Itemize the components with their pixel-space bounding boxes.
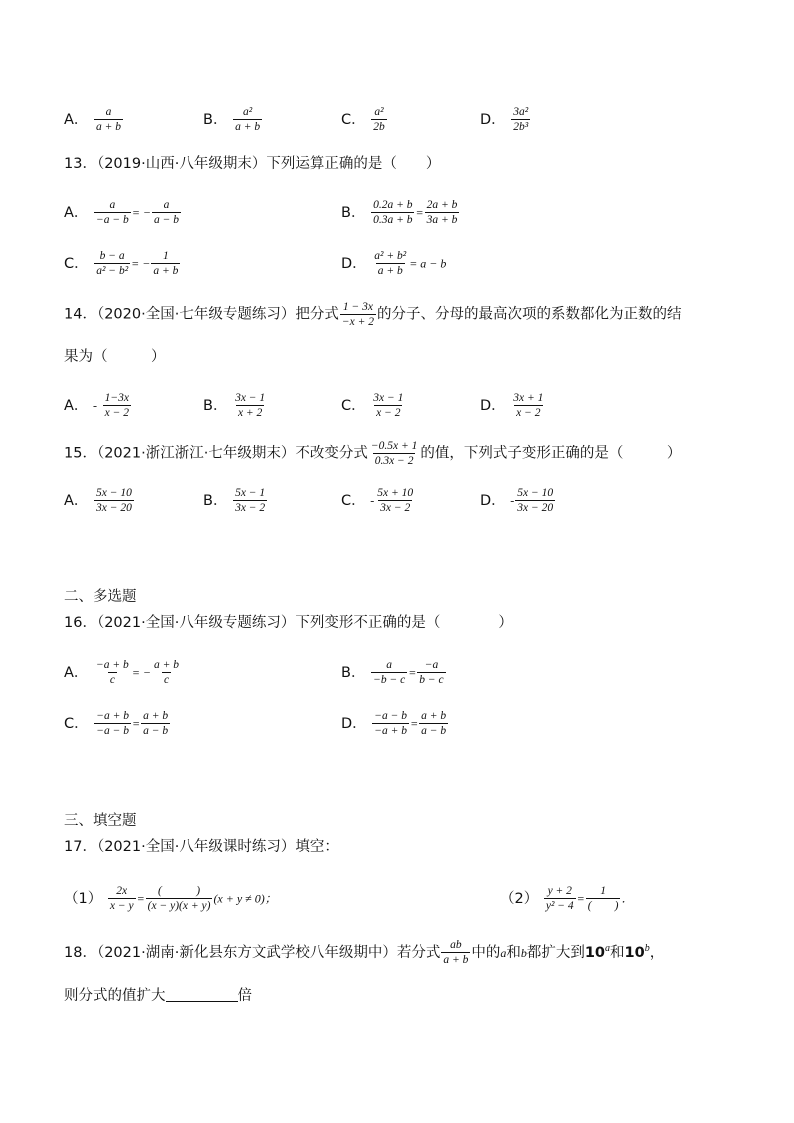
fraction — [515, 487, 555, 514]
q15-stem — [64, 440, 681, 467]
q14-option-d — [480, 392, 546, 419]
stem-text: 的分子、分母的最高次项的系数都化为正数的结 — [376, 306, 682, 323]
q16-option-d — [341, 710, 449, 737]
fraction — [340, 301, 376, 328]
operator: = — [136, 891, 145, 906]
option-label: C． — [341, 397, 366, 414]
fraction — [371, 659, 407, 686]
option-label: A． — [64, 204, 89, 221]
option-label: D． — [480, 492, 506, 509]
fraction-denominator: a − b — [421, 725, 447, 737]
q18-stem — [64, 939, 664, 966]
fraction-numerator: 5x − 1 — [235, 487, 266, 499]
q13-option-d — [341, 250, 446, 277]
fraction-numerator: a — [163, 199, 170, 211]
fraction-denominator: a + b — [443, 954, 469, 967]
fraction-numerator: 5x − 10 — [517, 487, 554, 499]
option-label: D． — [480, 397, 506, 414]
stem-text: 则分式的值扩大 — [64, 988, 166, 1004]
fraction — [233, 106, 262, 133]
q18-line2 — [64, 986, 252, 1006]
option-label: A． — [64, 111, 89, 128]
fraction — [544, 885, 576, 912]
fraction-denominator: 2b — [373, 121, 385, 133]
fraction — [152, 199, 181, 226]
stem-text: 18．（2021·湖南·新化县东方文武学校八年级期中）若分式 — [64, 944, 441, 961]
fraction — [233, 487, 267, 514]
fraction — [511, 106, 530, 133]
fraction-numerator: a + b — [154, 659, 180, 671]
fraction-numerator: b − a — [99, 250, 125, 262]
fraction — [371, 106, 387, 133]
fraction — [94, 659, 131, 686]
fraction — [369, 440, 420, 467]
fraction-numerator: a + b — [143, 710, 169, 722]
option-label: D． — [341, 255, 367, 272]
option-label: C． — [64, 255, 89, 272]
fraction — [141, 710, 170, 737]
fraction-numerator: y + 2 — [547, 885, 572, 897]
fraction-numerator: a — [109, 199, 116, 211]
fraction-numerator: 3x + 1 — [513, 392, 544, 404]
fraction — [371, 199, 414, 226]
stem-text: 14．（2020·全国·七年级专题练习）把分式 — [64, 306, 339, 323]
fraction — [146, 885, 213, 912]
option-label: C． — [341, 111, 366, 128]
answer-blank[interactable] — [166, 987, 238, 1002]
stem-text: 倍 — [237, 988, 252, 1004]
fraction-denominator: c — [163, 674, 170, 686]
fraction-denominator: a + b — [96, 121, 122, 133]
operator: = — [408, 665, 417, 680]
fraction — [151, 250, 180, 277]
expression-tail: (x + y ≠ 0)； — [213, 891, 277, 906]
fraction-numerator: −a — [424, 659, 439, 671]
fraction-denominator: a + b — [235, 121, 261, 133]
fraction — [94, 250, 130, 277]
fraction — [372, 710, 409, 737]
fraction — [94, 487, 134, 514]
fraction-denominator: ( ) — [587, 900, 619, 912]
fraction-denominator: c — [109, 674, 115, 686]
fraction — [375, 487, 415, 514]
fraction-numerator: −a + b — [96, 710, 130, 722]
q17-part-1 — [64, 885, 277, 912]
fraction — [103, 392, 131, 419]
fraction-denominator: y² − 4 — [545, 900, 574, 912]
stem-text: 和 — [610, 944, 625, 961]
option-label: B． — [203, 397, 228, 414]
option-label: B． — [203, 111, 228, 128]
q16-option-b — [341, 659, 447, 686]
sign: - — [370, 493, 375, 508]
fraction-numerator: 5x + 10 — [377, 487, 414, 499]
fraction — [108, 885, 136, 912]
q13-option-a — [64, 199, 182, 226]
stem-text: 都扩大到 — [526, 944, 585, 961]
operator: = — [576, 891, 585, 906]
fraction-numerator: 1 — [162, 250, 169, 262]
part-label: （1） — [64, 890, 103, 907]
fraction-numerator: 1−3x — [104, 392, 130, 404]
fraction — [372, 250, 408, 277]
fraction-denominator: (x − y)(x + y) — [147, 900, 211, 912]
number-ten: 10 — [584, 944, 606, 961]
fraction — [417, 659, 445, 686]
expression-tail: ． — [621, 891, 634, 906]
fraction — [371, 392, 405, 419]
q16-option-c — [64, 710, 171, 737]
fraction-numerator: ab — [450, 939, 462, 952]
stem-text: 15．（2021·浙江浙江·七年级期末）不改变分式 — [64, 445, 368, 462]
operator: = − — [131, 665, 152, 680]
fraction-numerator: a² — [374, 106, 384, 118]
fraction-denominator: a − b — [154, 214, 180, 226]
exponent: a — [605, 943, 611, 954]
stem-text: 的值，下列式子变形正确的是（ ） — [420, 445, 682, 462]
fraction-numerator: 5x − 10 — [96, 487, 132, 499]
fraction-denominator: 0.3a + b — [373, 214, 413, 226]
stem-text: 中的 — [471, 944, 501, 961]
variable: b — [520, 945, 527, 960]
fraction-numerator: 1 − 3x — [342, 301, 373, 313]
fraction-denominator: −x + 2 — [341, 316, 374, 328]
part-label: （2） — [500, 890, 539, 907]
operator: = — [415, 205, 424, 220]
fraction-denominator: −a − b — [96, 725, 130, 737]
fraction — [425, 199, 460, 226]
q12-option-b — [203, 106, 263, 133]
fraction-denominator: 3x − 20 — [517, 502, 554, 514]
q15-option-d — [480, 487, 556, 514]
fraction-denominator: x − 2 — [516, 407, 541, 419]
fraction — [94, 710, 131, 737]
option-label: A． — [64, 664, 89, 681]
number-ten: 10 — [624, 944, 645, 961]
q14-stem — [64, 301, 681, 328]
fraction — [441, 939, 470, 966]
q13-stem: 13．（2019·山西·八年级期末）下列运算正确的是（ ） — [64, 156, 441, 172]
fraction — [511, 392, 545, 419]
fraction-denominator: a + b — [377, 265, 403, 277]
fraction-denominator: x − 2 — [376, 407, 401, 419]
option-label: A． — [64, 397, 89, 414]
q15-option-a — [64, 487, 135, 514]
fraction — [233, 392, 267, 419]
fraction-denominator: a + b — [153, 265, 179, 277]
option-label: C． — [64, 715, 89, 732]
operator: = — [132, 716, 141, 731]
fraction-numerator: 3x − 1 — [235, 392, 266, 404]
option-label: C． — [341, 492, 366, 509]
fraction-numerator: 0.2a + b — [373, 199, 413, 211]
sign: - — [93, 398, 98, 413]
fraction-numerator: 1 — [600, 885, 606, 897]
q13-option-b — [341, 199, 460, 226]
expression-tail: = a − b — [409, 256, 447, 271]
variable: a — [500, 945, 507, 960]
q17-part-2 — [500, 885, 633, 912]
option-label: B． — [203, 492, 228, 509]
option-label: B． — [341, 664, 366, 681]
sign: - — [510, 493, 515, 508]
fraction-numerator: ( ) — [157, 885, 201, 897]
fraction-denominator: x + 2 — [237, 407, 263, 419]
q15-option-b — [203, 487, 268, 514]
fraction-numerator: a + b — [421, 710, 447, 722]
fraction-numerator: 2a + b — [426, 199, 458, 211]
operator: = − — [131, 256, 151, 271]
stem-text: 和 — [506, 944, 521, 961]
q14-stem-line2: 果为（ ） — [64, 349, 166, 365]
fraction — [94, 106, 123, 133]
q12-option-c — [341, 106, 388, 133]
fraction-numerator: −a − b — [374, 710, 408, 722]
fraction-numerator: −a + b — [96, 659, 129, 671]
operator: = − — [131, 205, 152, 220]
fraction-numerator: 3x − 1 — [373, 392, 404, 404]
fraction-numerator: 3a² — [513, 106, 529, 118]
q13-option-c — [64, 250, 181, 277]
fraction-numerator: 2x — [116, 885, 128, 897]
q12-option-d — [480, 106, 531, 133]
fraction-denominator: x − 2 — [104, 407, 130, 419]
q14-option-a — [64, 392, 132, 419]
q15-option-c — [341, 487, 416, 514]
stem-text: ， — [649, 944, 665, 961]
option-label: D． — [341, 715, 367, 732]
q16-stem: 16．（2021·全国·八年级专题练习）下列变形不正确的是（ ） — [64, 615, 513, 631]
option-label: D． — [480, 111, 506, 128]
q14-option-c — [341, 392, 406, 419]
operator: = — [410, 716, 419, 731]
fraction-denominator: x − y — [109, 900, 134, 912]
exponent: b — [644, 943, 650, 954]
fraction-denominator: b − c — [419, 674, 444, 686]
fraction-denominator: −b − c — [373, 674, 406, 686]
q14-option-b — [203, 392, 268, 419]
section-heading-fill-in: 三、填空题 — [64, 813, 137, 829]
fraction — [586, 885, 621, 912]
fraction-denominator: 0.3x − 2 — [374, 455, 414, 467]
q16-option-a — [64, 659, 182, 686]
fraction-denominator: −a − b — [96, 214, 129, 226]
fraction-numerator: a² — [242, 106, 253, 118]
fraction-numerator: a — [386, 659, 392, 671]
fraction — [94, 199, 131, 226]
fraction-numerator: a² + b² — [374, 250, 407, 262]
q17-stem: 17．（2021·全国·八年级课时练习）填空： — [64, 839, 339, 855]
q12-option-a — [64, 106, 124, 133]
fraction-denominator: 3x − 2 — [235, 502, 266, 514]
fraction — [152, 659, 181, 686]
fraction-denominator: 3a + b — [426, 214, 458, 226]
fraction-denominator: 3x − 20 — [96, 502, 132, 514]
fraction-denominator: 3x − 2 — [380, 502, 411, 514]
fraction-numerator: −0.5x + 1 — [370, 440, 418, 452]
option-label: B． — [341, 204, 366, 221]
fraction — [419, 710, 448, 737]
section-heading-multiple-choice: 二、多选题 — [64, 589, 137, 605]
fraction-denominator: a² − b² — [96, 265, 129, 277]
fraction-numerator: a — [105, 106, 112, 118]
fraction-denominator: 2b³ — [513, 121, 529, 133]
fraction-denominator: a − b — [143, 725, 169, 737]
option-label: A． — [64, 492, 89, 509]
fraction-denominator: −a + b — [374, 725, 408, 737]
